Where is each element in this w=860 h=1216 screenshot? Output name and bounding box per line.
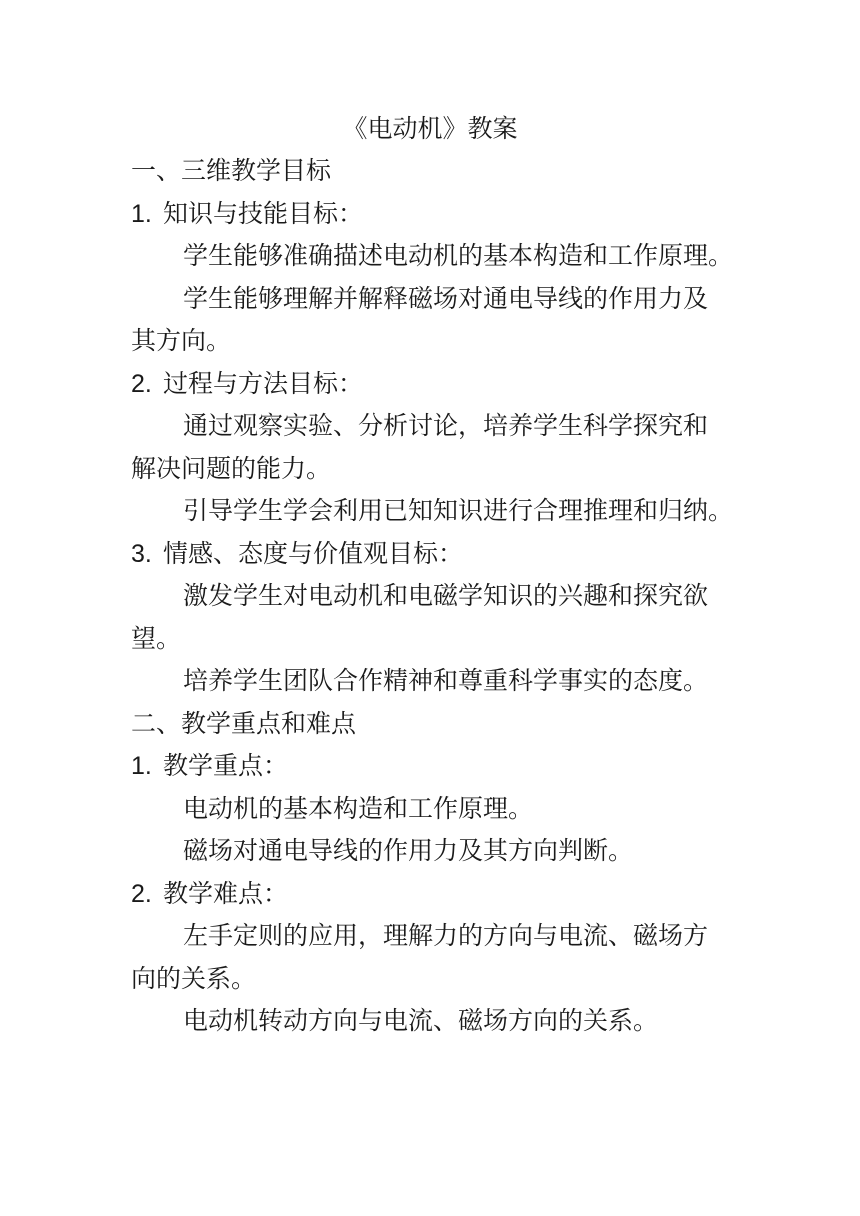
paragraph: 学生能够理解并解释磁场对通电导线的作用力及其方向。 [131,283,709,355]
item-number: 2. [131,879,152,908]
item-label: 情感、态度与价值观目标： [163,538,464,568]
paragraph: 电动机的基本构造和工作原理。 [183,793,534,823]
document-body [131,150,741,1043]
item-label: 教学重点： [163,751,289,780]
paragraph: 电动机转动方向与电流、磁场方向的关系。 [183,1006,659,1035]
item-label: 知识与技能目标： [163,198,364,228]
item-number: 3. [131,539,152,568]
paragraph: 学生能够准确描述电动机的基本构造和工作原理。 [183,241,734,270]
item-number: 1. [131,752,152,780]
paragraph: 引导学生学会利用已知知识进行合理推理和归纳。 [183,496,734,525]
section-heading-objectives: 一、三维教学目标 [131,156,332,185]
paragraph: 培养学生团队合作精神和尊重科学事实的态度。 [183,666,709,695]
section-heading-key-points: 二、教学重点和难点 [131,708,357,738]
paragraph: 左手定则的应用，理解力的方向与电流、磁场方向的关系。 [131,921,709,993]
subsection-heading-focus [131,745,741,788]
item-number: 2. [131,369,152,398]
subsection-heading-process [131,363,741,406]
document-title: 《电动机》教案 [342,114,518,143]
subsection-heading-attitude [131,533,741,576]
subsection-heading-knowledge [131,193,741,236]
item-label: 教学难点： [163,878,289,908]
paragraph: 通过观察实验、分析讨论，培养学生科学探究和解决问题的能力。 [131,411,709,483]
item-label: 过程与方法目标： [163,368,364,398]
subsection-heading-difficulty [131,873,741,916]
paragraph: 激发学生对电动机和电磁学知识的兴趣和探究欲望。 [131,581,709,653]
item-number: 1. [131,199,152,228]
paragraph: 磁场对通电导线的作用力及其方向判断。 [183,836,634,865]
